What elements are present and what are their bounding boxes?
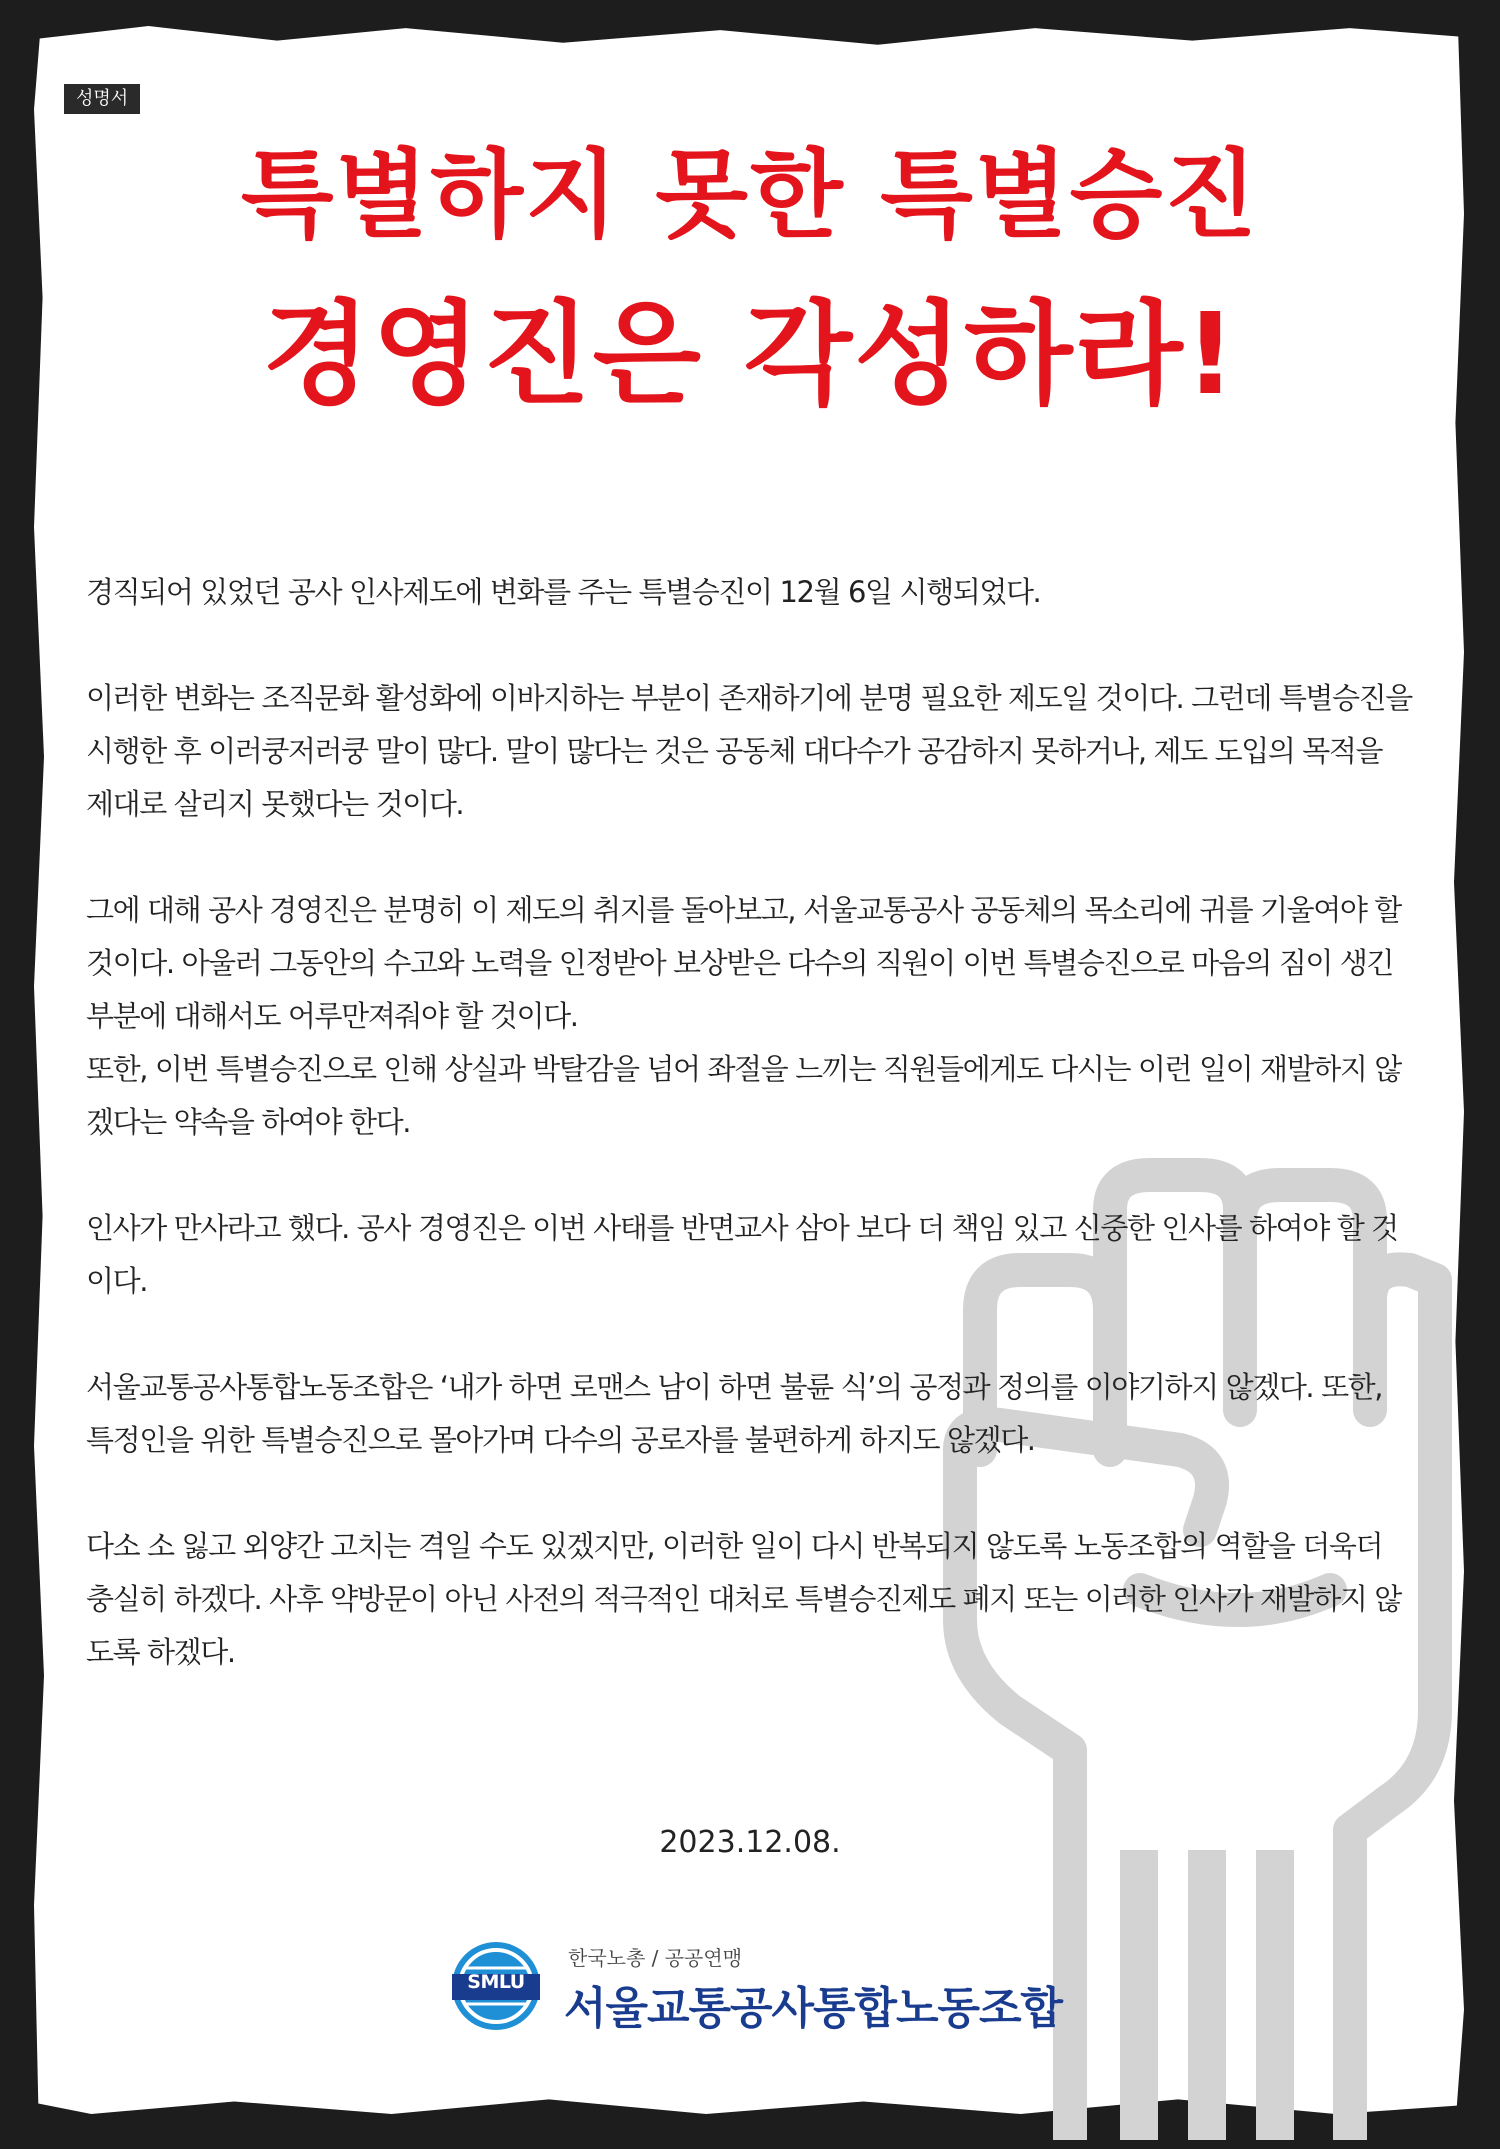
- paragraph-6: 다소 소 잃고 외양간 고치는 격일 수도 있겠지만, 이러한 일이 다시 반복되지 않도록 노동조합의 역할을 더욱더 충실히 하겠다. 사후 약방문이 아닌 사전의 적극적인 대처로 특별승진제도 폐지 또는 이러한 인사가 재발하지 않도록 하겠다.: [86, 1529, 1401, 1669]
- paragraph-5: 서울교통공사통합노동조합은 ‘내가 하면 로맨스 남이 하면 불륜 식’의 공정과 정의를 이야기하지 않겠다. 또한, 특정인을 위한 특별승진으로 몰아가며 다수의 공로자를 불편하게 하지도 않겠다.: [86, 1370, 1383, 1457]
- headline-line-2: 경영진은 각성하라!: [262, 290, 1238, 420]
- statement-body: [86, 566, 1416, 1732]
- paragraph-3b: 또한, 이번 특별승진으로 인해 상실과 박탈감을 넘어 좌절을 느끼는 직원들에게도 다시는 이런 일이 재발하지 않겠다는 약속을 하여야 한다.: [86, 1052, 1401, 1139]
- union-signature: [450, 1934, 1150, 2044]
- logo-text: SMLU: [467, 1971, 525, 1993]
- paragraph-3a: 그에 대해 공사 경영진은 분명히 이 제도의 취지를 돌아보고, 서울교통공사 공동체의 목소리에 귀를 기울여야 할 것이다. 아울러 그동안의 수고와 노력을 인정받아 보상받은 다수의 직원이 이번 특별승진으로 마음의 짐이 생긴 부분에 대해서도 어루만져줘야 할 것이다.: [86, 893, 1401, 1033]
- document-type-badge: 성명서: [64, 84, 140, 114]
- headline-line-1: 특별하지 못한 특별승진: [240, 139, 1260, 251]
- union-name: 서울교통공사통합노동조합: [564, 1983, 1063, 2034]
- statement-date: 2023.12.08.: [659, 1825, 841, 1860]
- paragraph-2: 이러한 변화는 조직문화 활성화에 이바지하는 부분이 존재하기에 분명 필요한 제도일 것이다. 그런데 특별승진을 시행한 후 이러쿵저러쿵 말이 많다. 말이 많다는 것은 공동체 대다수가 공감하지 못하거나, 제도 도입의 목적을 제대로 살리지 못했다는 것이다.: [86, 681, 1412, 821]
- union-affiliation: 한국노총 / 공공연맹: [568, 1946, 743, 1970]
- paragraph-1: 경직되어 있었던 공사 인사제도에 변화를 주는 특별승진이 12월 6일 시행되었다.: [86, 575, 1041, 609]
- paragraph-4: 인사가 만사라고 했다. 공사 경영진은 이번 사태를 반면교사 삼아 보다 더 책임 있고 신중한 인사를 하여야 할 것이다.: [86, 1211, 1398, 1298]
